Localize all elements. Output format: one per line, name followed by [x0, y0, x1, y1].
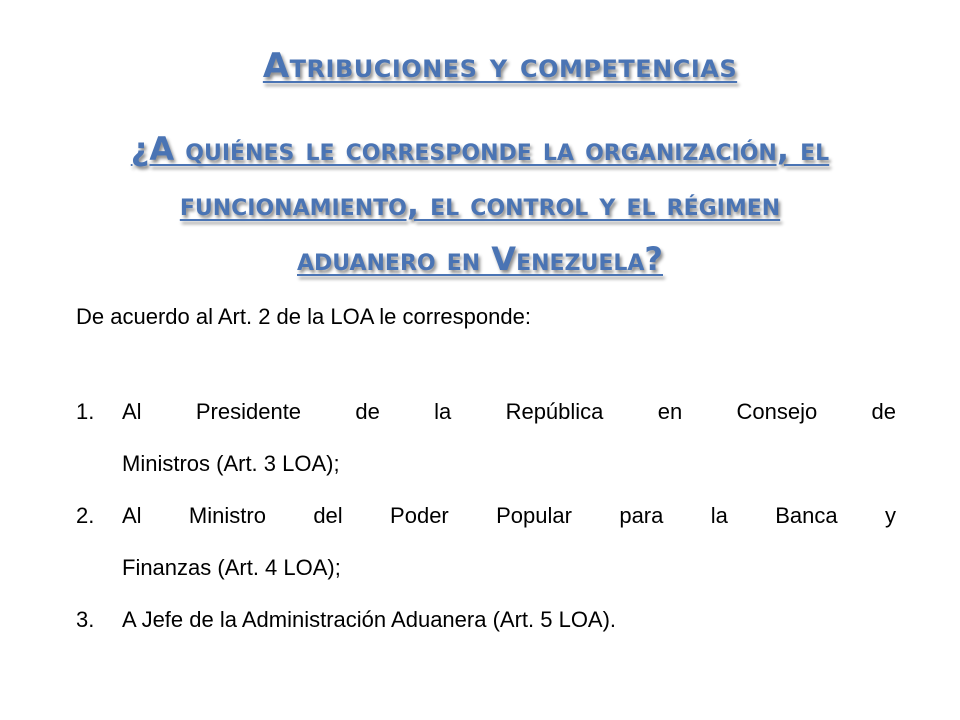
- slide-title: Atribuciones y competencias: [262, 46, 738, 86]
- question-line-2: funcionamiento, el control y el régimen: [179, 185, 781, 223]
- list-item: [76, 386, 896, 490]
- list-item-line: Ministros (Art. 3 LOA);: [122, 451, 340, 476]
- list-item-number: 1.: [76, 399, 95, 424]
- question-line-1: ¿A quiénes le corresponde la organización, el: [130, 130, 830, 168]
- question-line-3: aduanero en Venezuela?: [297, 240, 663, 278]
- list-item-line: Finanzas (Art. 4 LOA);: [122, 555, 341, 580]
- list-item-line: A Jefe de la Administración Aduanera (Art. 5 LOA).: [122, 607, 617, 632]
- list-item: [76, 594, 896, 646]
- list-item-number: 3.: [76, 607, 95, 632]
- intro-text: De acuerdo al Art. 2 de la LOA le corresponde:: [76, 304, 531, 329]
- list-item: [76, 490, 896, 594]
- list-item-line: Al Presidente de la República en Consejo de: [122, 399, 896, 424]
- numbered-list: [76, 386, 896, 646]
- list-item-number: 2.: [76, 503, 95, 528]
- list-item-line: Al Ministro del Poder Popular para la Banca y: [122, 503, 896, 528]
